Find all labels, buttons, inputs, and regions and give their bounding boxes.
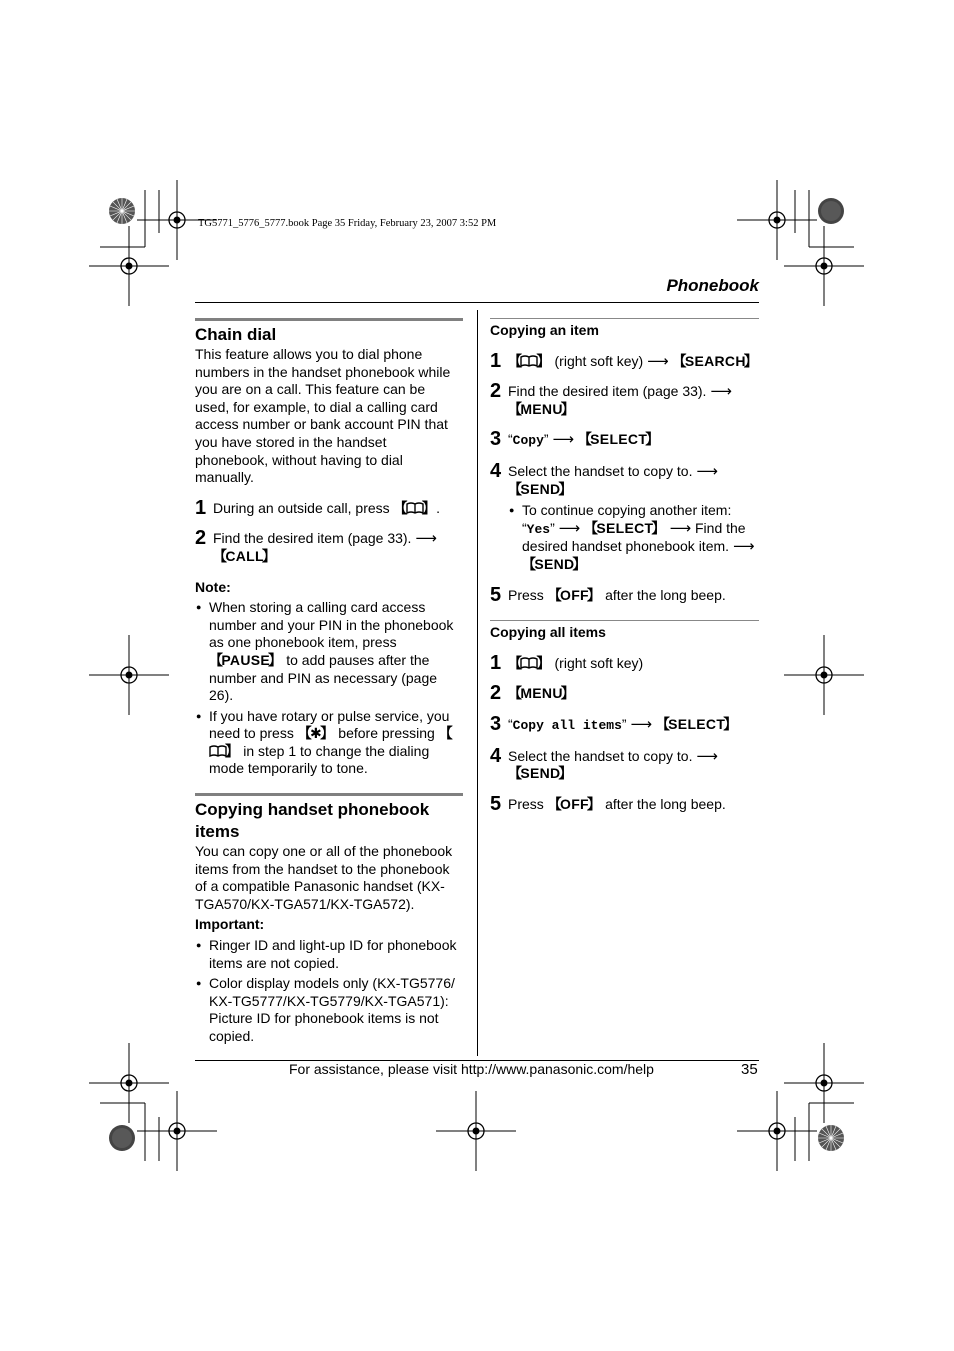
right-arrow-icon: ⟶ (696, 462, 718, 480)
note-item: ● When storing a calling card access number and your PIN in the phonebook as one phonebook item, press 【 PAUSE 】 to add pauses after the number and PIN as necessary (page 26). (195, 599, 463, 705)
off-key: 【 OFF 】 (548, 587, 602, 603)
send-key: 【 SEND 】 (508, 481, 573, 497)
crosshair-mark-icon (737, 1091, 817, 1171)
call-key: 【 CALL 】 (213, 548, 276, 564)
star-key: 【 ✱ 】 (298, 725, 335, 741)
copy-item-step-1: 1 【 】 (right soft key) ⟶ 【 SEARCH 】 (490, 353, 759, 371)
important-item: ● Color display models only (KX-TG5776/ KX-TG5777/KX-TG5779/KX-TGA571): Picture ID for phonebook items is not copied. (195, 975, 463, 1045)
subsection-rule (490, 620, 759, 621)
phonebook-key-icon (508, 655, 551, 671)
send-key: 【 SEND 】 (522, 556, 587, 572)
select-key: 【 SELECT 】 (584, 520, 666, 536)
section-rule (195, 318, 463, 321)
crosshair-mark-icon (89, 1043, 169, 1123)
right-arrow-icon: ⟶ (710, 383, 732, 401)
subsection-rule (490, 318, 759, 319)
copy-all-step-2: 2 【 MENU 】 (490, 685, 759, 703)
off-key: 【 OFF 】 (548, 796, 602, 812)
note-list (195, 599, 463, 778)
section-rule (195, 793, 463, 796)
phonebook-key-icon (508, 353, 551, 369)
page-number: 35 (741, 1061, 758, 1078)
right-arrow-icon: ⟶ (647, 352, 669, 370)
crosshair-mark-icon (784, 635, 864, 715)
crosshair-mark-icon (137, 1091, 217, 1171)
copy-all-step-4: 4 Select the handset to copy to. ⟶ 【 SEND 】 (490, 748, 759, 783)
right-arrow-icon: ⟶ (669, 519, 692, 537)
send-key: 【 SEND 】 (508, 765, 573, 781)
copy-item-step-4: 4 Select the handset to copy to. ⟶ 【 SEND 】 ● To continue copying another item: “Yes” ⟶ 【 SELECT 】 ⟶ Find the desired handset phonebook item. ⟶ 【 SEND 】 (490, 463, 759, 574)
crosshair-mark-icon (737, 180, 817, 260)
display-option: Yes (526, 521, 551, 537)
important-item: ● Ringer ID and light-up ID for phonebook items are not copied. (195, 937, 463, 972)
crosshair-mark-icon (89, 226, 169, 306)
chain-dial-step-1: 1 During an outside call, press 【 】 . (195, 500, 463, 518)
note-heading: Note: (195, 578, 231, 595)
starburst-mark-icon (109, 198, 135, 224)
copy-item-heading: Copying an item (490, 322, 599, 338)
menu-key: 【 MENU 】 (508, 685, 575, 701)
copy-all-step-3: 3 “Copy all items” ⟶ 【 SELECT 】 (490, 716, 759, 735)
select-key: 【 SELECT 】 (656, 716, 738, 732)
step-number: 2 (195, 527, 207, 550)
column-divider (477, 310, 478, 1056)
crosshair-mark-icon (89, 635, 169, 715)
pause-key: 【 PAUSE 】 (209, 652, 282, 668)
copying-heading: Copying handset phonebook items (195, 800, 430, 842)
section-label: Phonebook (666, 276, 759, 295)
chain-dial-heading: Chain dial (195, 325, 277, 344)
right-arrow-icon: ⟶ (552, 431, 574, 449)
display-option: Copy (512, 433, 544, 449)
print-meta: TG5771_5776_5777.book Page 35 Friday, February 23, 2007 3:52 PM (198, 218, 497, 229)
starburst-mark-icon (818, 1125, 844, 1151)
header-rule (195, 302, 759, 303)
copy-item-step-3: 3 “Copy” ⟶ 【 SELECT 】 (490, 431, 759, 450)
display-option: Copy all items (512, 717, 622, 733)
step-number: 1 (195, 496, 207, 519)
crosshair-mark-icon (436, 1091, 516, 1171)
left-column (195, 318, 463, 1046)
crosshair-mark-icon (784, 226, 864, 306)
copy-item-step-5: 5 Press 【 OFF 】 after the long beep. (490, 587, 759, 605)
note-item: ● If you have rotary or pulse service, you need to press 【 ✱ 】 before pressing 【 】 in step 1 to change the dialing mode temporarily to tone. (195, 708, 463, 778)
menu-key: 【 MENU 】 (508, 401, 575, 417)
important-list (195, 937, 463, 1046)
right-arrow-icon: ⟶ (732, 538, 755, 556)
step-bullets (508, 502, 759, 573)
important-heading: Important: (195, 916, 265, 933)
footer-assist-link[interactable]: For assistance, please visit http://www.panasonic.com/help (289, 1061, 654, 1077)
right-arrow-icon: ⟶ (696, 747, 718, 765)
right-arrow-icon: ⟶ (630, 715, 652, 733)
select-key: 【 SELECT 】 (578, 431, 660, 447)
right-arrow-icon: ⟶ (558, 519, 581, 537)
chain-dial-intro: This feature allows you to dial phone numbers in the handset phonebook while you are on a call. This feature can be used, for example, to dial a calling card access number or bank account PIN that you have stored in the handset phonebook, without having to dial manually. (195, 346, 451, 486)
phonebook-key-icon (394, 500, 437, 516)
copy-all-heading: Copying all items (490, 624, 606, 641)
copy-all-step-5: 5 Press 【 OFF 】 after the long beep. (490, 796, 759, 814)
step-bullet: ● To continue copying another item: “Yes” ⟶ 【 SELECT 】 ⟶ Find the desired handset phonebook item. ⟶ 【 SEND 】 (508, 502, 759, 573)
starburst-mark-icon (818, 198, 844, 224)
starburst-mark-icon (109, 1125, 135, 1151)
right-column (490, 318, 759, 813)
crosshair-mark-icon (784, 1043, 864, 1123)
copying-intro: You can copy one or all of the phonebook items from the handset to the phonebook of a compatible Panasonic handset (KX-TGA570/KX-TGA571/KX-TGA572). (195, 843, 453, 912)
chain-dial-step-2 (195, 527, 463, 565)
copy-item-step-2: 2 Find the desired item (page 33). ⟶ 【 MENU 】 (490, 383, 759, 418)
copy-all-step-1: 1 【 】 (right soft key) (490, 655, 759, 673)
search-key: 【 SEARCH 】 (673, 353, 759, 369)
right-arrow-icon: ⟶ (415, 530, 437, 548)
step-text: During an outside call, press (213, 499, 390, 516)
step-text: Find the desired item (page 33). (213, 530, 412, 547)
